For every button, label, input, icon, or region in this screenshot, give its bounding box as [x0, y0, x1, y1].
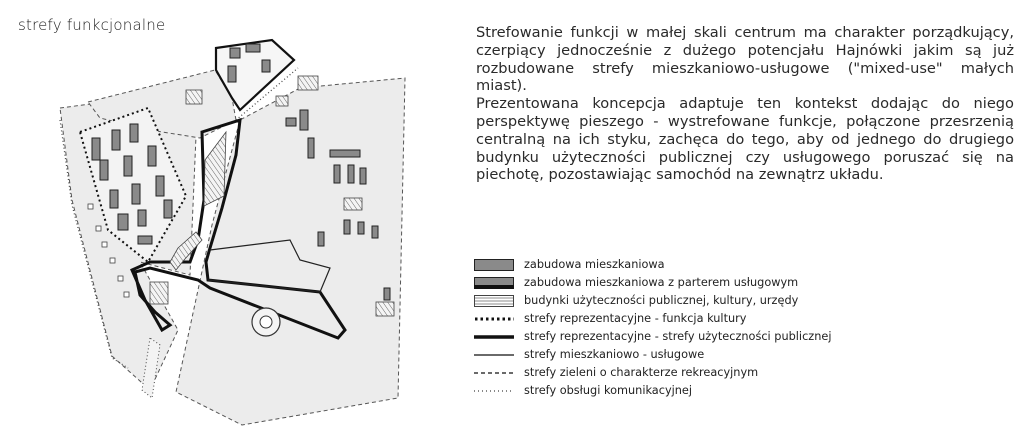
description [476, 24, 1014, 184]
roundabout-inner [260, 316, 272, 328]
public-building [344, 198, 362, 210]
public-building [276, 96, 288, 106]
legend-swatch-residential-services [474, 277, 514, 289]
legend-label: strefy reprezentacyjne - strefy użyteczności publicznej [524, 330, 832, 343]
residential-block [330, 150, 360, 157]
residential-block [156, 176, 164, 196]
legend-label: zabudowa mieszkaniowa z parterem usługowym [524, 276, 799, 289]
residential-block [138, 236, 152, 244]
residential-block [360, 168, 366, 184]
legend-swatch-mixed-zone [474, 349, 514, 361]
legend-label: strefy reprezentacyjne - funkcja kultury [524, 312, 747, 325]
residential-block [384, 288, 390, 300]
legend-swatch-transport-zone [474, 385, 514, 397]
residential-block [148, 146, 156, 166]
site-marker [118, 276, 123, 281]
public-building [376, 302, 394, 316]
legend-label: strefy obsługi komunikacyjnej [524, 384, 693, 397]
residential-block [286, 118, 296, 126]
legend-swatch-public [474, 295, 514, 307]
public-building [298, 76, 318, 90]
residential-block [262, 60, 270, 72]
legend-swatch-culture-zone [474, 313, 514, 325]
residential-block [124, 156, 132, 176]
site-marker [88, 204, 93, 209]
site-marker [110, 258, 115, 263]
residential-block [308, 138, 314, 158]
legend-swatch-residential [474, 259, 514, 271]
residential-block [344, 220, 350, 234]
residential-block [300, 110, 308, 130]
residential-block [130, 124, 138, 142]
legend-label: strefy mieszkaniowo - usługowe [524, 348, 705, 361]
legend-label: zabudowa mieszkaniowa [524, 258, 665, 271]
public-building [150, 282, 168, 304]
residential-block [318, 232, 324, 246]
site-marker [96, 226, 101, 231]
public-building [186, 90, 202, 104]
legend-swatch-public-zone [474, 331, 514, 343]
residential-block [230, 48, 240, 58]
legend-label: budynki użyteczności publicznej, kultury, urzędy [524, 294, 799, 307]
residential-block [372, 226, 378, 238]
residential-block [358, 222, 364, 234]
residential-block [118, 214, 128, 230]
site-marker [102, 242, 107, 247]
residential-block [334, 165, 340, 183]
legend-label: strefy zieleni o charakterze rekreacyjnym [524, 366, 759, 379]
residential-block [164, 200, 172, 218]
public-building [204, 132, 226, 206]
page-title: strefy funkcjonalne [18, 16, 166, 34]
description-paragraph: Strefowanie funkcji w małej skali centrum ma charakter porządkujący, czerpiący jednocześnie z dużego potencjału Hajnówki jakim są już rozbudowane strefy mieszkaniowo-usługowe ("mixed-use" małych miast). [476, 24, 1014, 95]
residential-block [132, 184, 140, 204]
description-paragraph: Prezentowana koncepcja adaptuje ten kontekst dodając do niego perspektywę pieszego - wystrefowane funkcje, połączone przesrzenią centralną na ich styku, zachęca do tego, aby od jednego do drugiego budynku użyteczności publicznej czy usługowego poruszać się na piechotę, pozostawiając samochód na zewnątrz układu. [476, 95, 1014, 184]
residential-block [246, 44, 260, 52]
residential-block [348, 165, 354, 183]
residential-block [138, 210, 146, 226]
residential-block [112, 130, 120, 150]
legend-swatch-green-zone [474, 367, 514, 379]
site-plan-map [0, 0, 470, 436]
residential-block [92, 138, 100, 160]
site-marker [124, 292, 129, 297]
residential-block [110, 190, 118, 208]
residential-block [100, 160, 108, 180]
residential-block [228, 66, 236, 82]
